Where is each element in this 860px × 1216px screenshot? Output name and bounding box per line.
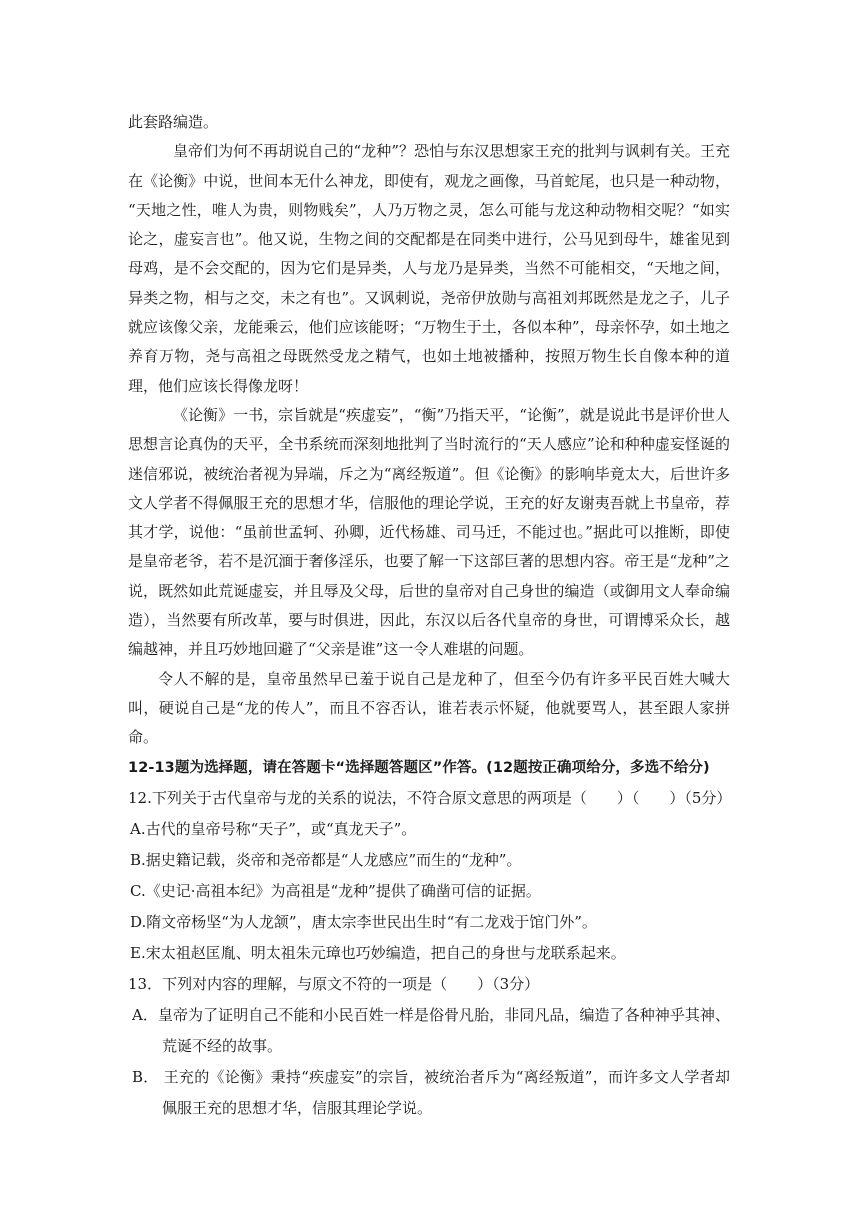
section-heading: 12-13题为选择题，请在答题卡“选择题答题区”作答。(12题按正确项给分，多选不给分) <box>128 759 710 776</box>
question-12-option-a: A.古代的皇帝号称“天子”，或“真龙天子”。 <box>130 819 417 838</box>
question-13 <box>128 969 730 1124</box>
passage-paragraph-2: 《论衡》一书，宗旨就是“疾虚妄”，“衡”乃指天平，“论衡”，就是说此书是评价世人思想言论真伪的天平，全书系统而深刻地批判了当时流行的“天人感应”论和种种虚妄怪诞的迷信邪说，被统治者视为异端，斥之为“离经叛道”。但《论衡》的影响毕竟太大，后世许多文人学者不得佩服王充的思想才华，信服他的理论学说，王充的好友谢夷吾就上书皇帝，荐其才学，说他：“虽前世孟轲、孙卿，近代杨雄、司马迁，不能过也。”据此可以推断，即使是皇帝老爷，若不是沉湎于奢侈淫乐，也要了解一下这部巨著的思想内容。帝王是“龙种”之说，既然如此荒诞虚妄，并且辱及父母，后世的皇帝对自己身世的编造（或御用文人奉命编造），当然要有所改革，要与时俱进，因此，东汉以后各代皇帝的身世，可谓博采众长，越编越神，并且巧妙地回避了“父亲是谁”这一令人难堪的问题。 <box>128 405 730 659</box>
question-12-stem: 12.下列关于古代皇帝与龙的关系的说法，不符合原文意思的两项是（ ）（ ）（5分） <box>128 788 732 807</box>
document-body <box>128 108 730 1124</box>
question-12-option-b: B.据史籍记载，炎帝和尧帝都是“人龙感应”而生的“龙种”。 <box>130 850 522 869</box>
question-12 <box>128 783 730 969</box>
question-13-option-a: A．皇帝为了证明自己不能和小民百姓一样是俗骨凡胎，非同凡品，编造了各种神乎其神、荒诞不经的故事。 <box>132 1005 730 1055</box>
question-13-option-b: B． 王充的《论衡》秉持“疾虚妄”的宗旨，被统治者斥为“离经叛道”，而许多文人学者却佩服王充的思想才华，信服其理论学说。 <box>132 1067 730 1117</box>
passage-paragraph-3: 令人不解的是，皇帝虽然早已羞于说自己是龙种了，但至今仍有许多平民百姓大喊大叫，硬说自己是“龙的传人”，而且不容否认，谁若表示怀疑，他就要骂人，甚至跟人家拼命。 <box>128 669 730 747</box>
question-12-option-c: C.《史记·高祖本纪》为高祖是“龙种”提供了确凿可信的证据。 <box>130 881 541 900</box>
passage-paragraph-1: 皇帝们为何不再胡说自己的“龙种”？恐怕与东汉思想家王充的批判与讽刺有关。王充在《论衡》中说，世间本无什么神龙，即使有，观龙之画像，马首蛇尾，也只是一种动物， “天地之性，唯人为贵，则物贱矣”，人乃万物之灵，怎么可能与龙这种动物相交呢？“如实论之，虚妄言也”。他又说，生物之间的交配都是在同类中进行，公马见到母牛，雄雀见到母鸡，是不会交配的，因为它们是异类，人与龙乃是异类，当然不可能相交，“天地之间，异类之物，相与之交，未之有也”。又讽刺说，尧帝伊放勋与高祖刘邦既然是龙之子，儿子就应该像父亲，龙能乘云，他们应该能呀；“万物生于土，各似本种”，母亲怀孕，如土地之养育万物，尧与高祖之母既然受龙之精气，也如土地被播种，按照万物生长自像本种的道理，他们应该长得像龙呀！ <box>128 142 730 395</box>
question-12-option-e: E.宋太祖赵匡胤、明太祖朱元璋也巧妙编造，把自己的身世与龙联系起来。 <box>130 943 626 962</box>
question-13-stem: 13．下列对内容的理解，与原文不符的一项是（ ）（3分） <box>128 974 540 993</box>
passage-paragraph-0: 此套路编造。 <box>128 113 219 131</box>
question-12-option-d: D.隋文帝杨坚“为人龙颔”，唐太宗李世民出生时“有二龙戏于馆门外”。 <box>130 912 597 931</box>
